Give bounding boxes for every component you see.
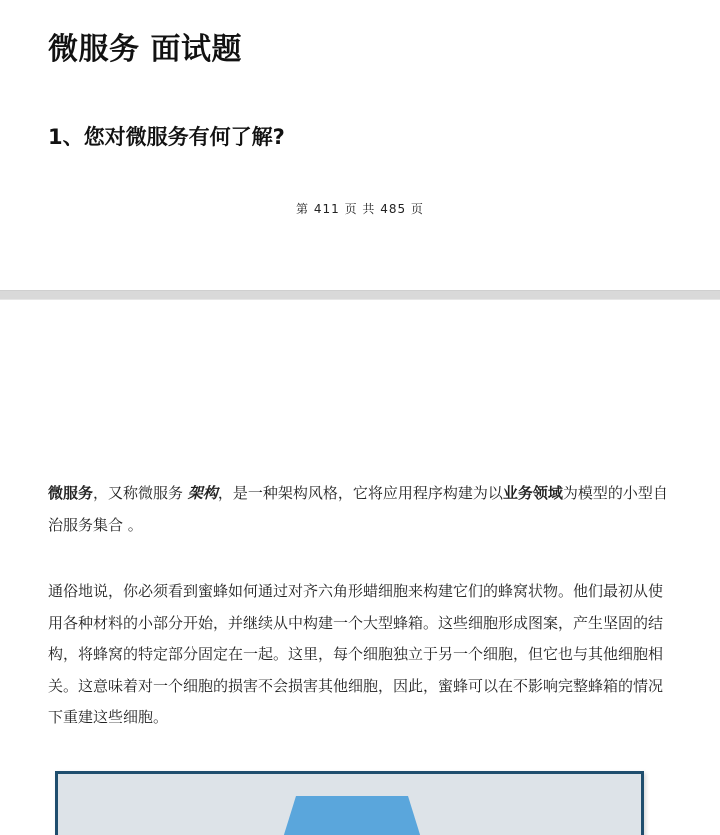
analogy-paragraph: 通俗地说，你必须看到蜜蜂如何通过对齐六角形蜡细胞来构建它们的蜂窝状物。他们最初从使用各种材料的小部分开始，并继续从中构建一个大型蜂箱。这些细胞形成图案，产生坚固的结构，将蜂窝的特定部分固定在一起。这里，每个细胞独立于另一个细胞，但它也与其他细胞相关。这意味着对一个细胞的损害不会损害其他细胞，因此，蜜蜂可以在不影响完整蜂箱的情况下重建这些细胞。	[48, 582, 664, 726]
term-architecture: 架构	[187, 484, 218, 502]
figure-graphic	[58, 774, 644, 835]
document-title: 微服务 面试题	[48, 32, 242, 67]
para1-text-2: ，是一种架构风格，它将应用程序构建为以	[217, 484, 503, 502]
document-page-412	[0, 300, 720, 835]
question-heading: 1、您对微服务有何了解?	[48, 125, 285, 149]
document-page-411	[0, 0, 720, 290]
honeycomb-figure	[55, 771, 644, 835]
term-business-domain: 业务领域	[502, 484, 563, 502]
page-separator	[0, 290, 720, 300]
para1-text-1: ，又称微服务	[93, 484, 188, 502]
hexagon-cell-shape	[278, 796, 426, 835]
page-number-footer: 第 411 页 共 485 页	[296, 202, 424, 216]
para1-text-3: 为模型的小型自治服务集合 。	[48, 484, 668, 534]
term-microservices: 微服务	[48, 484, 94, 502]
definition-paragraph	[48, 478, 668, 541]
